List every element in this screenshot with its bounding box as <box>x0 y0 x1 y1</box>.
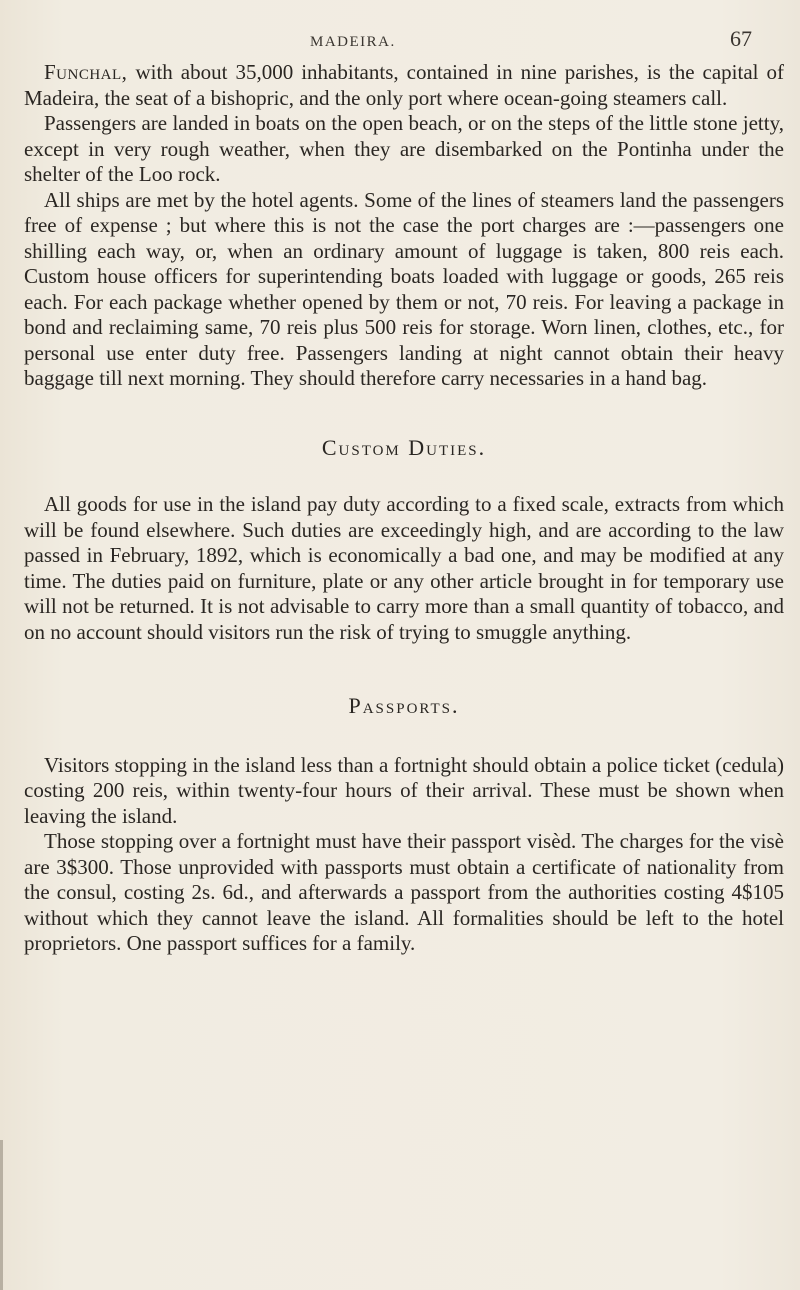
custom-duties-paragraph: All goods for use in the island pay duty according to a fixed scale, extracts from which will be found elsewhere. Such duties are exceedingly high, and are according to the law passed in February, 1892, which is economically a bad one, and may be modified at any time. The duties paid on furniture, plate or any other article brought in for temporary use will not be returned. It is not advisable to carry more than a small quantity of tobacco, and on no account should visitors run the risk of trying to smuggle anything. <box>24 492 784 644</box>
intro-paragraph-1 <box>24 60 784 111</box>
custom-duties-heading: Custom Duties. <box>321 434 487 460</box>
page-edge-shadow <box>0 1140 3 1290</box>
lead-word: Funchal, <box>44 60 128 84</box>
intro-paragraph-1-text: with about 35,000 inhabitants, contained in nine parishes, is the capital of Madeira, the seat of a bishopric, and the only port where ocean-going steamers call. <box>24 60 784 110</box>
passports-paragraph-2: Those stopping over a fortnight must have their passport visèd. The charges for the visè are 3$300. Those unprovided with passports must obtain a certificate of nationality from the consul, costing 2s. 6d., and afterwards a passport from the authorities costing 4$105 without which they cannot leave the island. All formalities should be left to the hotel proprietors. One passport suffices for a family. <box>24 829 784 955</box>
intro-paragraph-2: Passengers are landed in boats on the open beach, or on the steps of the little stone jetty, except in very rough weather, when they are disembarked on the Pontinha under the shelter of the Loo rock. <box>24 111 784 186</box>
page-number: 67 <box>730 26 752 51</box>
intro-paragraph-3: All ships are met by the hotel agents. Some of the lines of steamers land the passengers free of expense ; but where this is not the case the port charges are :—passengers one shilling each way, or, when an ordinary amount of luggage is taken, 800 reis each. Custom house officers for superintending boats loaded with luggage or goods, 265 reis each. For each package whether opened by them or not, 70 reis. For leaving a package in bond and reclaiming same, 70 reis plus 500 reis for storage. Worn linen, clothes, etc., for personal use enter duty free. Passengers landing at night cannot obtain their heavy baggage till next morning. They should therefore carry necessaries in a hand bag. <box>24 187 784 390</box>
passports-paragraph-1: Visitors stopping in the island less than a fortnight should obtain a police ticket (cedula) costing 200 reis, within twenty-four hours of their arrival. These must be shown when leaving the island. <box>24 752 784 828</box>
passports-heading: Passports. <box>348 693 460 718</box>
running-head: MADEIRA. <box>310 34 396 50</box>
body-text <box>24 60 784 957</box>
